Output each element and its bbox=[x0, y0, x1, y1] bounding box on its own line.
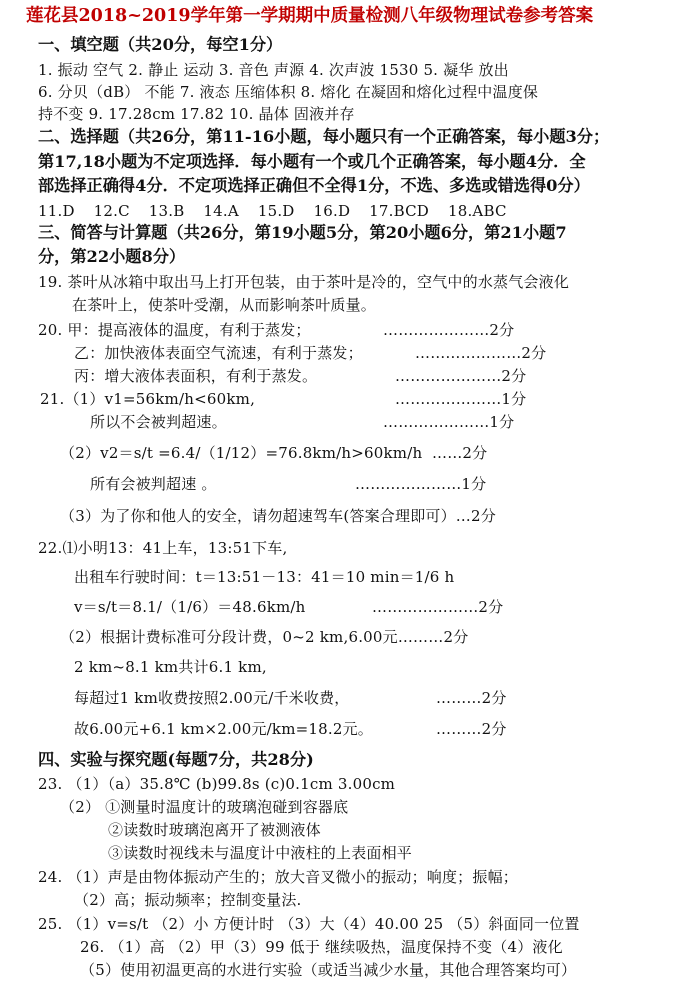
q24-line-2: （2）高；振动频率；控制变量法. bbox=[74, 891, 302, 909]
q21-line-3-score: ……2分 bbox=[432, 444, 488, 462]
q22-line-2: 出租车行驶时间：t＝13:51－13：41＝10 min＝1/6 h bbox=[74, 568, 455, 586]
q19-line-1: 19. 茶叶从冰箱中取出马上打开包装，由于茶叶是冷的，空气中的水蒸气会液化 bbox=[38, 273, 570, 291]
section-3-header-line-1: 三、简答与计算题（共26分，第19小题5分，第20小题6分，第21小题7 bbox=[38, 223, 567, 242]
q23-line-4: ③读数时视线未与温度计中液柱的上表面相平 bbox=[108, 844, 413, 862]
q21-line-4-score: …………………1分 bbox=[355, 475, 487, 493]
q22-line-1: 22.⑴小明13：41上车，13:51下车, bbox=[38, 539, 288, 557]
q20-line-3: 丙：增大液体表面积，有利于蒸发。 bbox=[74, 367, 318, 385]
section-1-header: 一、填空题（共20分，每空1分） bbox=[38, 35, 283, 54]
q22-line-6-score: ………2分 bbox=[436, 689, 507, 707]
q20-line-2: 乙：加快液体表面空气流速，有利于蒸发； bbox=[74, 344, 363, 362]
q20-line-3-score: …………………2分 bbox=[395, 367, 527, 385]
q20-line-1: 20. 甲：提高液体的温度，有利于蒸发； bbox=[38, 321, 311, 339]
q19-line-2: 在茶叶上，使茶叶受潮，从而影响茶叶质量。 bbox=[72, 296, 377, 314]
q21-line-1-score: …………………1分 bbox=[395, 390, 527, 408]
q21-line-2-score: …………………1分 bbox=[383, 413, 515, 431]
q21-line-4: 所有会被判超速 。 bbox=[90, 475, 217, 493]
fill-answers-line-1: 1. 振动 空气 2. 静止 运动 3. 音色 声源 4. 次声波 1530 5. 凝华 放出 bbox=[38, 61, 509, 79]
q25-line: 25. （1）v=s/t （2）小 方便计时 （3）大（4）40.00 25 （5）斜面同一位置 bbox=[38, 915, 580, 933]
q23-line-3: ②读数时玻璃泡离开了被测液体 bbox=[108, 821, 321, 839]
q20-line-1-score: …………………2分 bbox=[383, 321, 515, 339]
page-title: 莲花县2018~2019学年第一学期期中质量检测八年级物理试卷参考答案 bbox=[26, 6, 594, 26]
q22-line-7-score: ………2分 bbox=[436, 720, 507, 738]
fill-answers-line-3: 持不变 9. 17.28cm 17.82 10. 晶体 固液并存 bbox=[38, 105, 355, 123]
q23-line-2: （2） ①测量时温度计的玻璃泡碰到容器底 bbox=[60, 798, 349, 816]
q22-line-6: 每超过1 km收费按照2.00元/千米收费， bbox=[74, 689, 350, 707]
section-4-header: 四、实验与探究题(每题7分，共28分) bbox=[38, 750, 314, 769]
q22-line-3: v＝s/t＝8.1/（1/6）＝48.6km/h bbox=[74, 598, 306, 616]
q22-line-3-score: …………………2分 bbox=[372, 598, 504, 616]
q21-line-2: 所以不会被判超速。 bbox=[90, 413, 227, 431]
q21-line-5: （3）为了你和他人的安全，请勿超速驾车(答案合理即可）…2分 bbox=[60, 507, 496, 525]
q23-line-1: 23. （1）（a）35.8℃ (b)99.8s (c)0.1cm 3.00cm bbox=[38, 775, 396, 793]
q26-line-2: （5）使用初温更高的水进行实验（或适当减少水量，其他合理答案均可） bbox=[80, 961, 577, 979]
q22-line-7: 故6.00元+6.1 km×2.00元/km=18.2元。 bbox=[74, 720, 374, 738]
q24-line-1: 24. （1）声是由物体振动产生的；放大音叉微小的振动；响度；振幅； bbox=[38, 868, 518, 886]
q21-line-3: （2）v2＝s/t =6.4/（1/12）=76.8km/h>60km/h bbox=[60, 444, 423, 462]
q26-line-1: 26. （1）高 （2）甲（3）99 低于 继续吸热，温度保持不变（4）液化 bbox=[80, 938, 563, 956]
fill-answers-line-2: 6. 分贝（dB） 不能 7. 液态 压缩体积 8. 熔化 在凝固和熔化过程中温度保 bbox=[38, 83, 539, 101]
choice-answers: 11.D 12.C 13.B 14.A 15.D 16.D 17.BCD 18.ABC bbox=[38, 202, 507, 220]
q22-line-4: （2）根据计费标准可分段计费，0~2 km,6.00元………2分 bbox=[60, 628, 469, 646]
q21-line-1: 21.（1）v1=56km/h<60km, bbox=[40, 390, 256, 408]
section-2-header-line-2: 第17,18小题为不定项选择．每小题有一个或几个正确答案，每小题4分．全 bbox=[38, 152, 586, 171]
q22-line-5: 2 km~8.1 km共计6.1 km, bbox=[74, 658, 267, 676]
q20-line-2-score: …………………2分 bbox=[415, 344, 547, 362]
section-2-header-line-1: 二、选择题（共26分，第11-16小题，每小题只有一个正确答案，每小题3分； bbox=[38, 127, 610, 146]
section-2-header-line-3: 部选择正确得4分．不定项选择正确但不全得1分，不选、多选或错选得0分） bbox=[38, 176, 590, 195]
section-3-header-line-2: 分，第22小题8分） bbox=[38, 247, 186, 266]
